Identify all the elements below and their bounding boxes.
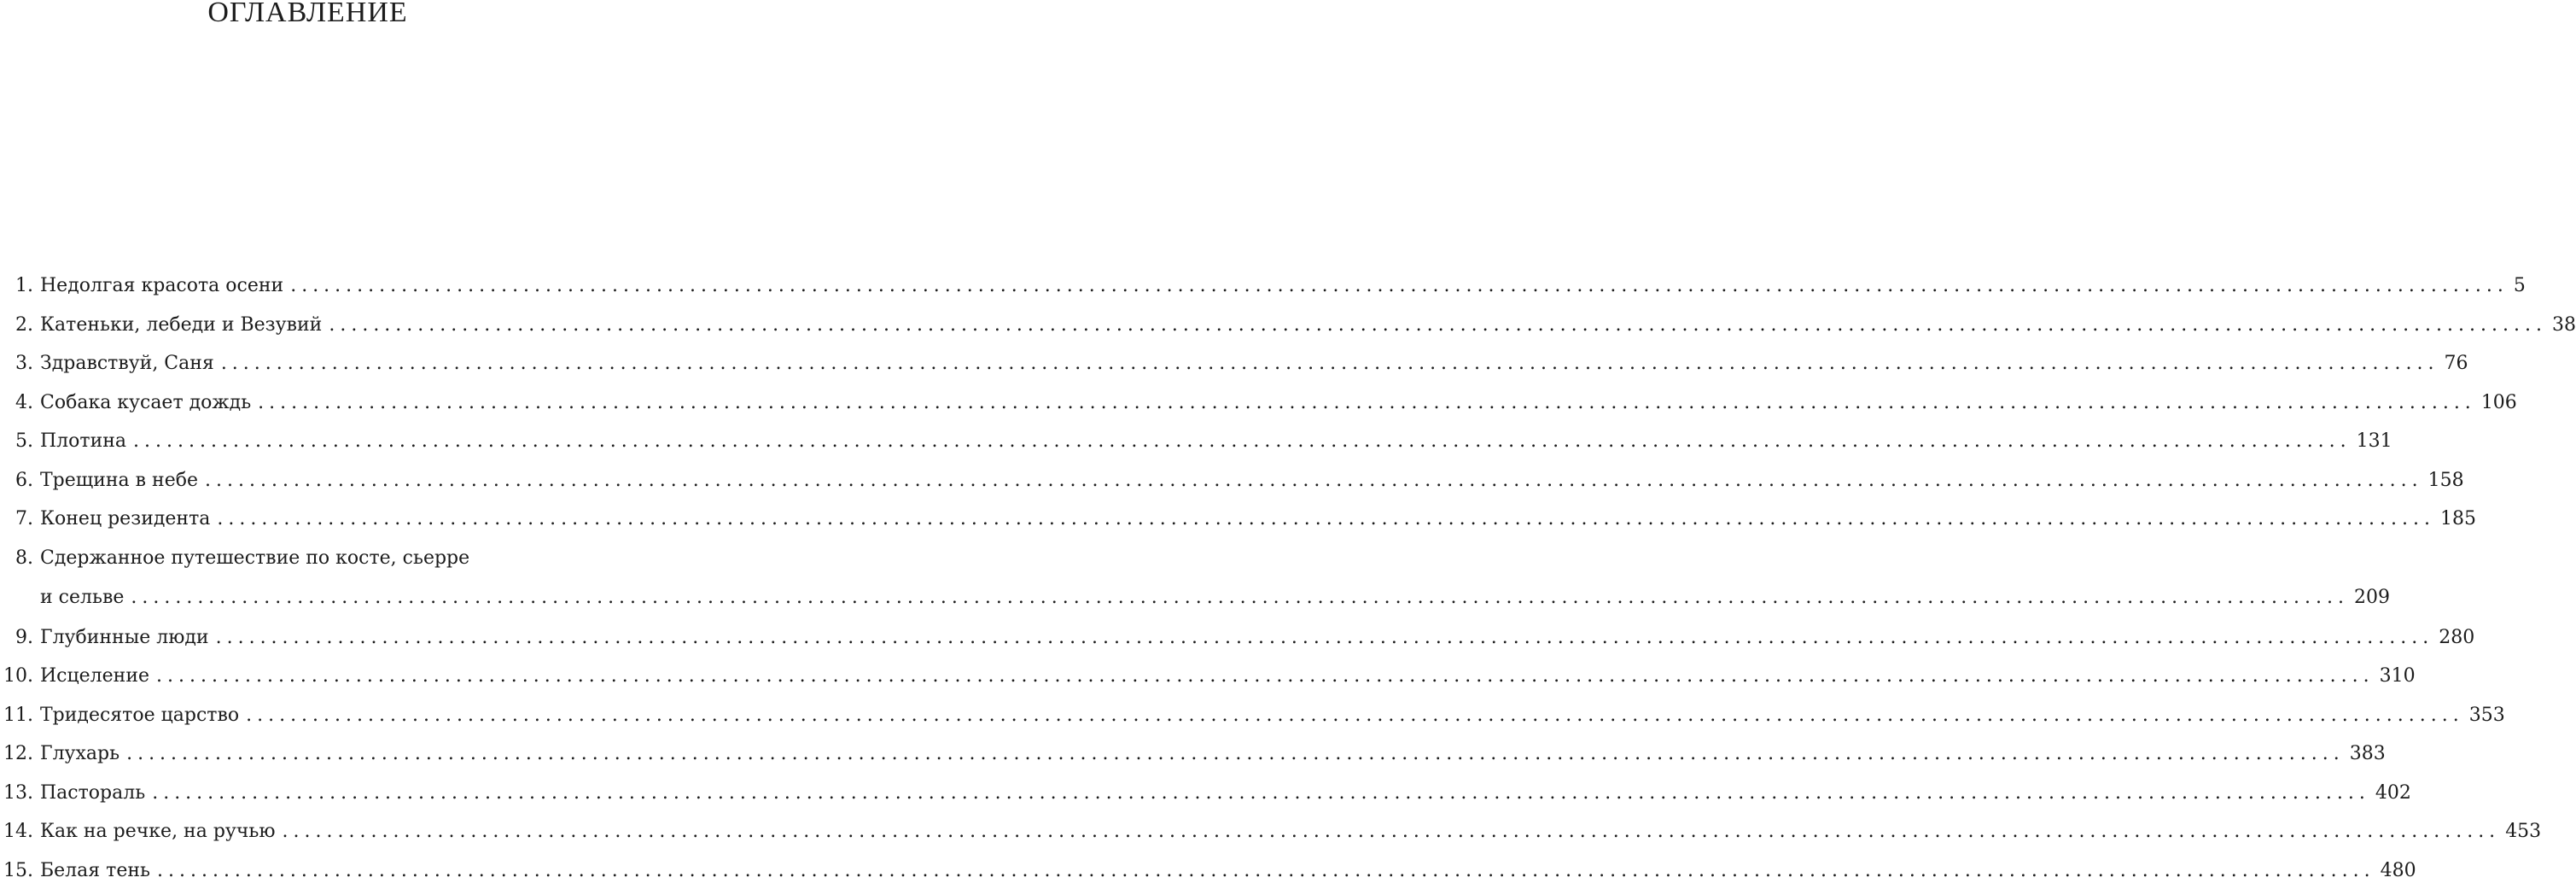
entry-title: Глубинные люди xyxy=(40,623,209,652)
entry-title: Тридесятое царство xyxy=(40,701,239,730)
entry-number: 14. xyxy=(3,817,33,846)
entry-page: 5 xyxy=(2509,272,2526,301)
entry-title: Недолгая красота осени xyxy=(40,272,283,301)
entry-number: 4. xyxy=(15,389,33,418)
entry-page: 185 xyxy=(2435,505,2476,534)
entry-page: 131 xyxy=(2352,427,2392,456)
table-of-contents xyxy=(0,272,615,895)
dot-leader: ........................................................................................................................................................................................................ xyxy=(276,817,2501,846)
toc-entry[interactable] xyxy=(0,623,615,663)
entry-title: Белая тень xyxy=(40,857,150,886)
dot-leader: ........................................................................................................................................................................................................ xyxy=(126,427,2352,456)
entry-number: 11. xyxy=(3,701,33,730)
entry-page: 310 xyxy=(2375,662,2416,691)
entry-page: 402 xyxy=(2370,779,2411,808)
entry-title: Плотина xyxy=(40,427,126,456)
entry-page: 383 xyxy=(2345,740,2386,769)
entry-number: 15. xyxy=(3,857,33,886)
entry-number: 10. xyxy=(3,662,33,691)
entry-page: 38 xyxy=(2547,311,2576,340)
entry-number: 3. xyxy=(15,349,33,378)
toc-entry[interactable] xyxy=(0,740,615,779)
entry-page: 106 xyxy=(2476,389,2517,418)
entry-title: Конец резидента xyxy=(40,505,210,534)
dot-leader: ........................................................................................................................................................................................................ xyxy=(322,311,2547,340)
entry-page: 76 xyxy=(2439,349,2468,378)
dot-leader: ........................................................................................................................................................................................................ xyxy=(210,505,2435,534)
dot-leader: ........................................................................................................................................................................................................ xyxy=(119,740,2345,769)
dot-leader: ........................................................................................................................................................................................................ xyxy=(251,389,2476,418)
entry-number: 13. xyxy=(3,779,33,808)
entry-page: 158 xyxy=(2423,466,2464,495)
entry-title: Сдержанное путешествие по косте, сьерре xyxy=(40,544,469,573)
entry-page: 453 xyxy=(2500,817,2541,846)
dot-leader: ........................................................................................................................................................................................................ xyxy=(209,623,2434,652)
dot-leader: ........................................................................................................................................................................................................ xyxy=(145,779,2370,808)
dot-leader: ........................................................................................................................................................................................................ xyxy=(198,466,2423,495)
entry-number: 7. xyxy=(15,505,33,534)
entry-number: 1. xyxy=(15,272,33,301)
entry-title: Катеньки, лебеди и Везувий xyxy=(40,311,322,340)
entry-number: 9. xyxy=(15,623,33,652)
dot-leader: ........................................................................................................................................................................................................ xyxy=(239,701,2464,730)
dot-leader: ........................................................................................................................................................................................................ xyxy=(124,583,2349,612)
entry-title: Здравствуй, Саня xyxy=(40,349,214,378)
toc-entry[interactable] xyxy=(0,427,615,466)
toc-entry[interactable] xyxy=(0,701,615,740)
toc-entry[interactable] xyxy=(0,857,615,895)
entry-title: Собака кусает дождь xyxy=(40,389,251,418)
toc-entry[interactable] xyxy=(0,272,615,311)
entry-title: Трещина в небе xyxy=(40,466,198,495)
dot-leader: ........................................................................................................................................................................................................ xyxy=(283,272,2509,301)
toc-entry[interactable] xyxy=(0,662,615,701)
entry-number: 8. xyxy=(15,544,33,573)
entry-page: 280 xyxy=(2433,623,2474,652)
dot-leader: ........................................................................................................................................................................................................ xyxy=(150,857,2375,886)
entry-title: Исцеление xyxy=(40,662,149,691)
toc-entry[interactable] xyxy=(0,389,615,428)
entry-title-continuation: и сельве xyxy=(40,583,124,612)
entry-number: 2. xyxy=(15,311,33,340)
entry-page: 353 xyxy=(2464,701,2505,730)
toc-entry[interactable] xyxy=(0,311,615,350)
toc-entry[interactable] xyxy=(0,779,615,818)
entry-number: 6. xyxy=(15,466,33,495)
entry-title: Глухарь xyxy=(40,740,119,769)
toc-entry[interactable] xyxy=(0,544,615,623)
entry-title: Пастораль xyxy=(40,779,145,808)
page-title: ОГЛАВЛЕНИЕ xyxy=(0,0,615,29)
entry-number: 12. xyxy=(3,740,33,769)
entry-page: 480 xyxy=(2375,857,2416,886)
toc-entry[interactable] xyxy=(0,817,615,857)
entry-page: 209 xyxy=(2349,583,2390,612)
toc-entry[interactable] xyxy=(0,349,615,389)
entry-title: Как на речке, на ручью xyxy=(40,817,276,846)
dot-leader: ........................................................................................................................................................................................................ xyxy=(214,349,2439,378)
dot-leader: ........................................................................................................................................................................................................ xyxy=(149,662,2375,691)
toc-entry[interactable] xyxy=(0,466,615,506)
entry-number: 5. xyxy=(15,427,33,456)
toc-entry[interactable] xyxy=(0,505,615,544)
